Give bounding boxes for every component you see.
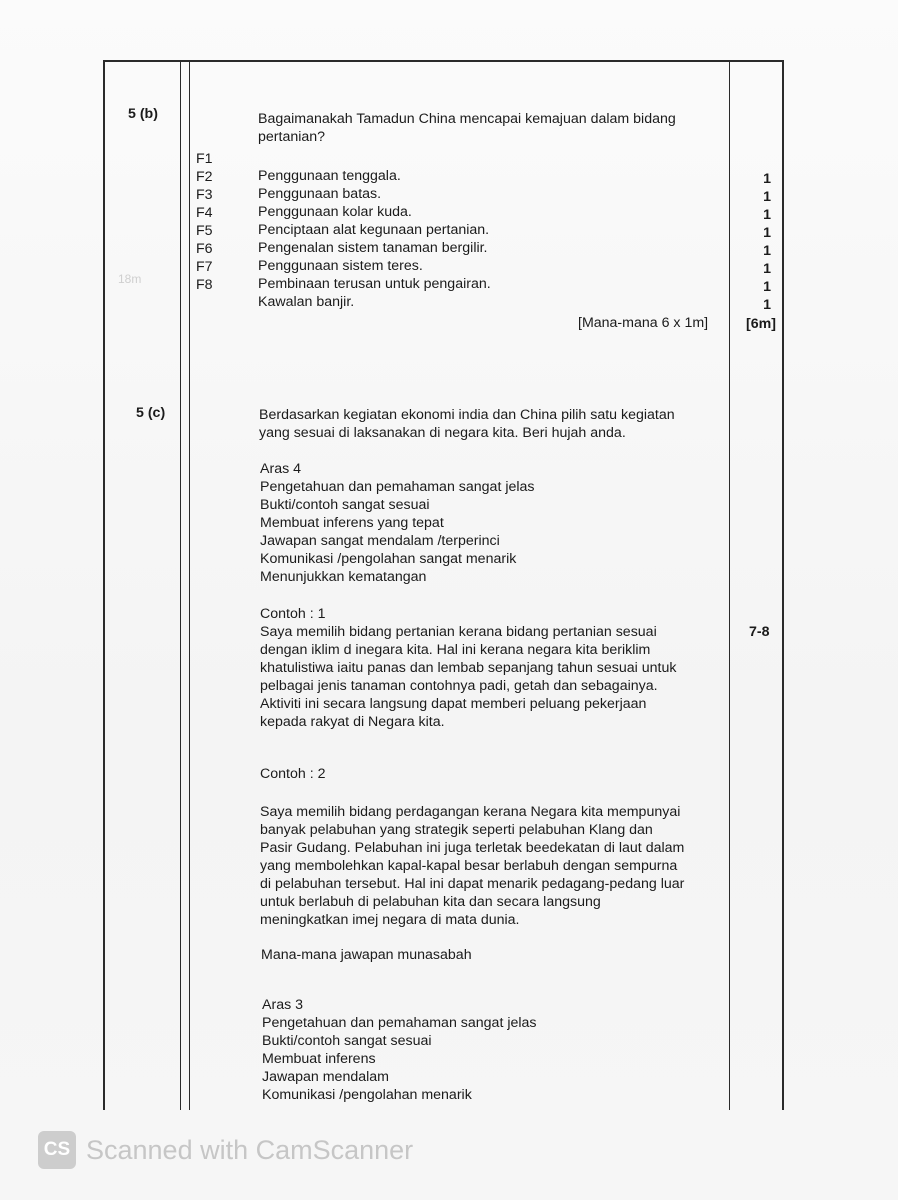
aras3-title: Aras 3 [262,997,304,1013]
table-divider-2 [189,62,190,1110]
contoh2-line: banyak pelabuhan yang strategik seperti pelabuhan Klang dan [260,822,653,838]
answer-item: Penggunaan tenggala. [258,168,401,184]
answer-code: F8 [196,277,213,293]
table-divider-1 [180,62,181,1110]
mark-value: 1 [763,207,771,223]
aras4-section [260,460,535,586]
contoh1-line: Aktiviti ini secara langsung dapat memberi peluang pekerjaan [260,696,647,712]
camscanner-watermark [38,1128,413,1172]
question-5c-line: Berdasarkan kegiatan ekonomi india dan China pilih satu kegiatan [259,407,675,423]
aras4-criterion: Pengetahuan dan pemahaman sangat jelas [260,479,535,495]
answer-item: Kawalan banjir. [258,294,355,310]
mark-value: 1 [763,171,771,187]
aras4-criterion: Bukti/contoh sangat sesuai [260,497,430,513]
aras3-criterion: Bukti/contoh sangat sesuai [262,1033,432,1049]
contoh1-title: Contoh : 1 [260,606,326,622]
question-5c-text [259,406,675,442]
question-5b-line: pertanian? [258,129,326,145]
mark-value: 1 [763,279,771,295]
aras3-criterion: Komunikasi /pengolahan menarik [262,1087,472,1103]
any-reasonable-answer: Mana-mana jawapan munasabah [261,947,472,963]
contoh1-line: pelbagai jenis tanaman contohnya padi, getah dan sebagainya. [260,678,658,694]
bleed-through-text: 18m [118,272,142,286]
answer-item: Pembinaan terusan untuk pengairan. [258,276,491,292]
contoh1-line: khatulistiwa iaitu panas dan lembab sepanjang tahun sesuai untuk [260,660,677,676]
contoh2-line: di pelabuhan tersebut. Hal ini dapat menarik pedagang-pedang luar [260,876,685,892]
answer-item: Pengenalan sistem tanaman bergilir. [258,240,488,256]
answer-list-5b [258,167,491,311]
aras3-section [262,996,537,1104]
mark-value: 1 [763,297,771,313]
aras3-criterion: Pengetahuan dan pemahaman sangat jelas [262,1015,537,1031]
answer-item: Penciptaan alat kegunaan pertanian. [258,222,490,238]
mark-value: 1 [763,261,771,277]
answer-code: F7 [196,259,213,275]
answer-code: F6 [196,241,213,257]
table-right-border [782,60,784,1110]
question-number-5c: 5 (c) [136,405,166,421]
answer-code: F2 [196,169,213,185]
contoh2-line: meningkatkan imej negara di mata dunia. [260,912,520,928]
contoh2-line: Saya memilih bidang perdagangan kerana Negara kita mempunyai [260,804,681,820]
aras4-criterion: Jawapan sangat mendalam /terperinci [260,533,500,549]
answer-code: F4 [196,205,213,221]
marks-list-5b [755,170,771,314]
mark-value: 1 [763,225,771,241]
contoh1-section [260,605,676,731]
camscanner-logo-icon: CS [38,1131,76,1169]
question-5b-text [258,110,676,146]
question-5b-line: Bagaimanakah Tamadun China mencapai kemajuan dalam bidang [258,111,676,127]
watermark-text: Scanned with CamScanner [86,1134,414,1165]
answer-item: Penggunaan sistem teres. [258,258,423,274]
contoh2-title: Contoh : 2 [260,766,326,782]
aras3-criterion: Jawapan mendalam [262,1069,389,1085]
table-left-border [103,60,105,1110]
answer-item: Penggunaan batas. [258,186,382,202]
question-number-5b: 5 (b) [128,106,158,122]
contoh1-line: Saya memilih bidang pertanian kerana bidang pertanian sesuai [260,624,657,640]
answer-codes-5b [196,150,213,294]
aras4-criterion: Membuat inferens yang tepat [260,515,444,531]
contoh1-line: kepada rakyat di Negara kita. [260,714,445,730]
contoh2-section [260,803,684,929]
marks-summary-5b: [Mana-mana 6 x 1m] [578,315,709,331]
answer-code: F1 [196,151,213,167]
answer-item: Penggunaan kolar kuda. [258,204,412,220]
mark-value: 1 [763,189,771,205]
question-5c-line: yang sesuai di laksanakan di negara kita. Beri hujah anda. [259,425,626,441]
aras3-criterion: Membuat inferens [262,1051,376,1067]
aras4-title: Aras 4 [260,461,302,477]
aras4-criterion: Menunjukkan kematangan [260,569,427,585]
contoh2-line: untuk berlabuh di pelabuhan kita dan secara langsung [260,894,601,910]
mark-value: 1 [763,243,771,259]
contoh2-line: Pasir Gudang. Pelabuhan ini juga terletak beedekatan di laut dalam [260,840,685,856]
marks-total-5b: [6m] [746,316,776,332]
table-divider-marks [729,62,730,1110]
table-top-border [103,60,784,62]
contoh1-line: dengan iklim d inegara kita. Hal ini kerana negara kita beriklim [260,642,651,658]
answer-code: F3 [196,187,213,203]
contoh2-line: yang membolehkan kapal-kapal besar berlabuh dengan sempurna [260,858,678,874]
answer-code: F5 [196,223,213,239]
aras4-marks: 7-8 [749,624,770,640]
aras4-criterion: Komunikasi /pengolahan sangat menarik [260,551,517,567]
